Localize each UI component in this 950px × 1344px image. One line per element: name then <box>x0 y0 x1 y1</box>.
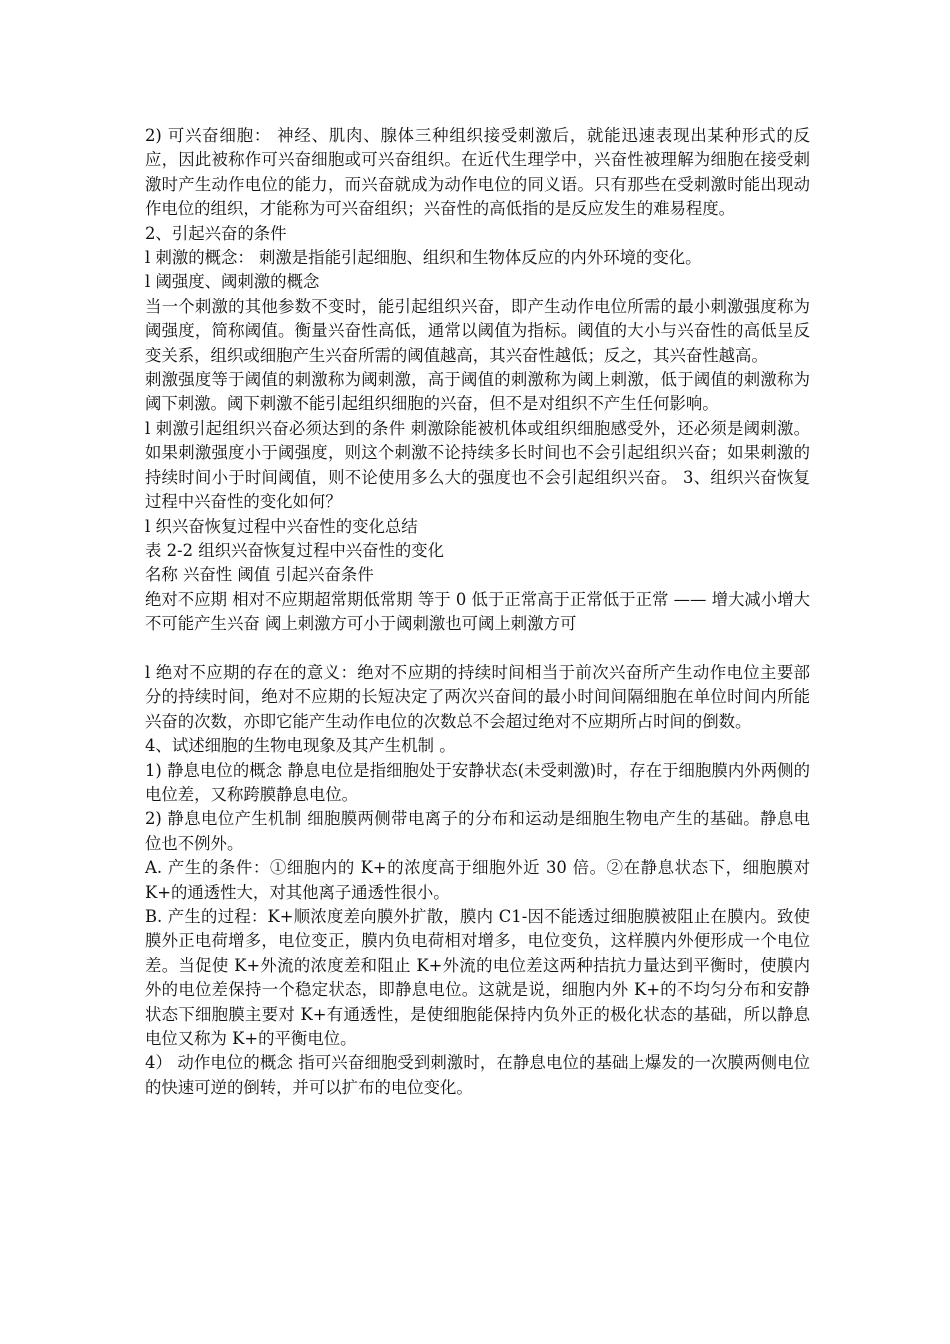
paragraph-resting-potential-concept: 1) 静息电位的概念 静息电位是指细胞处于安静状态(未受刺激)时，存在于细胞膜内外两侧的电位差，又称跨膜静息电位。 <box>145 760 810 804</box>
paragraph-stimulus-concept: l 刺激的概念： 刺激是指能引起细胞、组织和生物体反应的内外环境的变化。 <box>145 248 702 268</box>
paragraph-excitable-cells: 2) 可兴奋细胞： 神经、肌肉、腺体三种组织接受刺激后，就能迅速表现出某种形式的反应，因此被称作可兴奋细胞或可兴奋组织。在近代生理学中，兴奋性被理解为细胞在接受刺激时产生动作电位的能力，而兴奋就成为动作电位的同义语。只有那些在受刺激时能出现动作电位的组织，才能称为可兴奋组织；兴奋性的高低指的是反应发生的难易程度。 <box>145 126 810 219</box>
heading-bioelectric: 4、试述细胞的生物电现象及其产生机制 。 <box>145 736 456 756</box>
paragraph-threshold-heading: l 阈强度、阈刺激的概念 <box>145 272 320 292</box>
paragraph-conditions-a: A. 产生的条件：①细胞内的 K+的浓度高于细胞外近 30 倍。②在静息状态下，细胞膜对 K+的通透性大，对其他离子通透性很小。 <box>145 858 810 902</box>
paragraph-action-potential-concept: 4） 动作电位的概念 指可兴奋细胞受到刺激时，在静息电位的基础上爆发的一次膜两侧电位的快速可逆的倒转，并可以扩布的电位变化。 <box>145 1053 810 1097</box>
paragraph-process-b: B. 产生的过程：K+顺浓度差向膜外扩散，膜内 C1-因不能透过细胞膜被阻止在膜内。致使膜外正电荷增多，电位变正，膜内负电荷相对增多，电位变负，这样膜内外便形成一个电位差。当促使 K+外流的浓度差和阻止 K+外流的电位差这两种拮抗力量达到平衡时，使膜内外的电位差保持一个稳定状态，即静息电位。这就是说，细胞内外 K+的不均匀分布和安静状态下细胞膜主要对 K+有通透性，是使细胞能保持内负外正的极化状态的基础，所以静息电位又称为 K+的平衡电位。 <box>145 906 810 1049</box>
paragraph-excitation-requirements: l 刺激引起组织兴奋必须达到的条件 刺激除能被机体或组织细胞感受外，还必须是阈刺激。如果刺激强度小于阈强度，则这个刺激不论持续多长时间也不会引起组织兴奋；如果刺激的持续时间小于时间阈值，则不论使用多么大的强度也不会引起组织兴奋。 3、组织兴奋恢复过程中兴奋性的变化如何？ <box>145 418 810 512</box>
paragraph-absolute-refractory: l 绝对不应期的存在的意义：绝对不应期的持续时间相当于前次兴奋所产生动作电位主要部分的持续时间，绝对不应期的长短决定了两次兴奋间的最小时间间隔细胞在单位时间内所能兴奋的次数，亦即它能产生动作电位的次数总不会超过绝对不应期所占时间的倒数。 <box>145 662 810 731</box>
table-caption: 表 2-2 组织兴奋恢复过程中兴奋性的变化 <box>145 540 445 560</box>
heading-excitation-conditions: 2、引起兴奋的条件 <box>145 223 287 243</box>
table-body-row: 绝对不应期 相对不应期超常期低常期 等于 0 低于正常高于正常低于正常 —— 增大减小增大 不可能产生兴奋 阈上刺激方可小于阈刺激也可阈上刺激方可 <box>145 589 810 634</box>
document-body <box>145 124 810 1100</box>
paragraph-threshold-stimulus: 刺激强度等于阈值的刺激称为阈刺激，高于阈值的刺激称为阈上刺激，低于阈值的刺激称为阈下刺激。阈下刺激不能引起组织细胞的兴奋，但不是对组织不产生任何影响。 <box>145 370 810 414</box>
paragraph-recovery-summary: l 织兴奋恢复过程中兴奋性的变化总结 <box>145 516 418 536</box>
paragraph-resting-potential-mechanism: 2) 静息电位产生机制 细胞膜两侧带电离子的分布和运动是细胞生物电产生的基础。静息电位也不例外。 <box>145 809 810 853</box>
table-header-row: 名称 兴奋性 阈值 引起兴奋条件 <box>145 565 374 585</box>
paragraph-threshold-intensity: 当一个刺激的其他参数不变时，能引起组织兴奋，即产生动作电位所需的最小刺激强度称为阈强度，简称阈值。衡量兴奋性高低，通常以阈值为指标。阈值的大小与兴奋性的高低呈反变关系，组织或细胞产生兴奋所需的阈值越高，其兴奋性越低；反之，其兴奋性越高。 <box>145 296 810 365</box>
blank-line <box>145 637 810 661</box>
